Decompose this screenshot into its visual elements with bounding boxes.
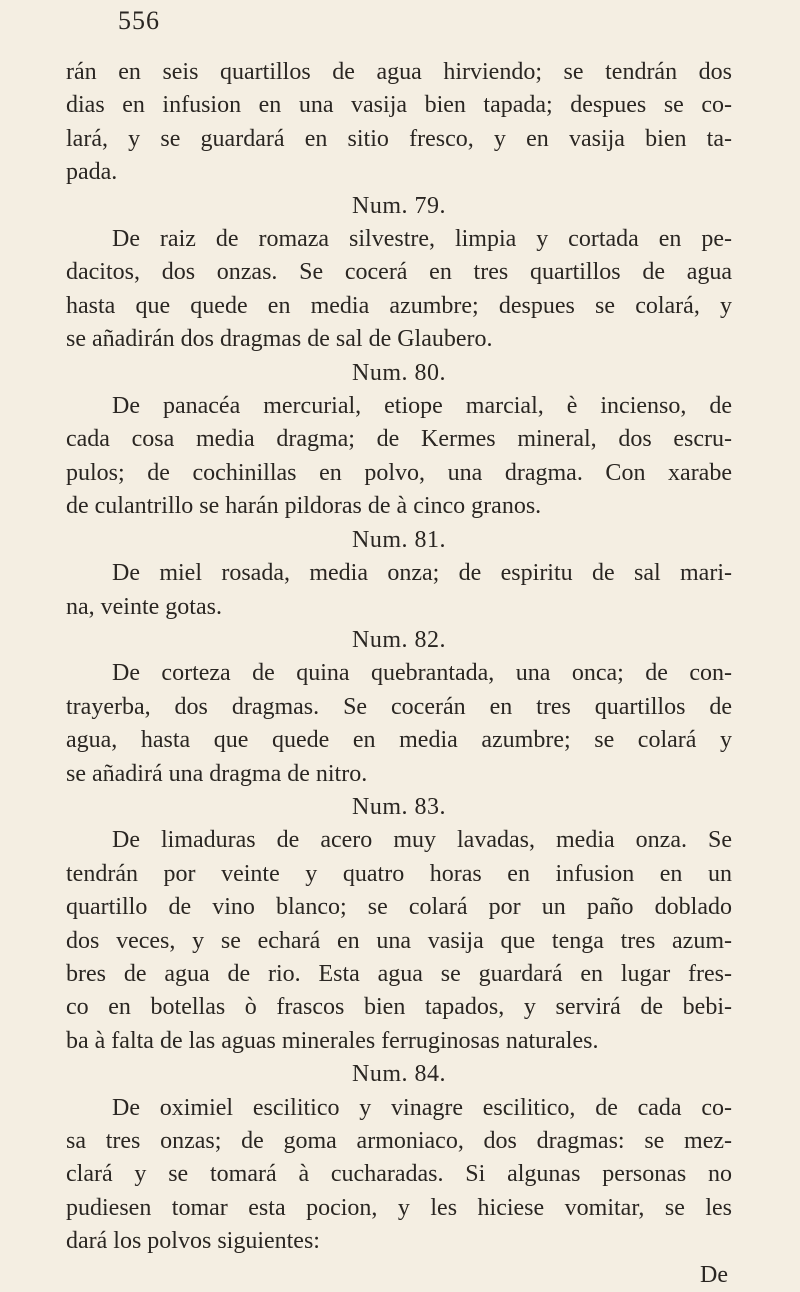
section-heading: Num. 83. — [352, 793, 446, 820]
page-text — [66, 14, 732, 1292]
text-line: De oximiel escilitico y vinagre escilitico, de cada co- — [112, 1094, 732, 1121]
text-line: pada. — [66, 159, 118, 186]
text-line: se añadirán dos dragmas de sal de Glaubero. — [66, 326, 493, 353]
text-line: dará los polvos siguientes: — [66, 1228, 320, 1255]
text-line: pudiesen tomar esta pocion, y les hiciese vomitar, se les — [66, 1194, 732, 1221]
catchword: De — [700, 1261, 728, 1288]
text-line: pulos; de cochinillas en polvo, una dragma. Con xarabe — [66, 459, 732, 486]
section-heading: Num. 80. — [352, 359, 446, 386]
page-number: 556 — [118, 6, 160, 35]
section-heading: Num. 82. — [352, 626, 446, 653]
section-heading: Num. 81. — [352, 526, 446, 553]
section-heading: Num. 84. — [352, 1061, 446, 1088]
text-line: dacitos, dos onzas. Se cocerá en tres quartillos de agua — [66, 259, 732, 286]
text-line: hasta que quede en media azumbre; despues se colará, y — [66, 292, 732, 319]
text-line: tendrán por veinte y quatro horas en infusion en un — [66, 860, 732, 887]
text-line: clará y se tomará à cucharadas. Si algunas personas no — [66, 1161, 732, 1188]
text-line: De corteza de quina quebrantada, una onca; de con- — [112, 660, 732, 687]
text-line: dias en infusion en una vasija bien tapada; despues se co- — [66, 92, 732, 119]
text-line: De miel rosada, media onza; de espiritu de sal mari- — [112, 560, 732, 587]
text-line: cada cosa media dragma; de Kermes mineral, dos escru- — [66, 426, 732, 453]
text-line: co en botellas ò frascos bien tapados, y servirá de bebi- — [66, 994, 732, 1021]
text-line: na, veinte gotas. — [66, 593, 222, 620]
text-line: quartillo de vino blanco; se colará por un paño doblado — [66, 894, 732, 921]
section-heading: Num. 79. — [352, 192, 446, 219]
text-line: se añadirá una dragma de nitro. — [66, 760, 368, 787]
text-line: lará, y se guardará en sitio fresco, y en vasija bien ta- — [66, 125, 732, 152]
text-line: agua, hasta que quede en media azumbre; se colará y — [66, 727, 732, 754]
text-line: de culantrillo se harán pildoras de à cinco granos. — [66, 493, 542, 520]
text-line: De limaduras de acero muy lavadas, media onza. Se — [112, 827, 732, 854]
text-line: De raiz de romaza silvestre, limpia y cortada en pe- — [112, 226, 732, 253]
text-line: trayerba, dos dragmas. Se cocerán en tres quartillos de — [66, 693, 732, 720]
text-line: dos veces, y se echará en una vasija que tenga tres azum- — [66, 927, 732, 954]
text-line: ba à falta de las aguas minerales ferruginosas naturales. — [66, 1027, 599, 1054]
text-line: bres de agua de rio. Esta agua se guardará en lugar fres- — [66, 960, 732, 987]
text-line: rán en seis quartillos de agua hirviendo; se tendrán dos — [66, 59, 732, 85]
text-line: sa tres onzas; de goma armoniaco, dos dragmas: se mez- — [66, 1128, 732, 1154]
text-line: De panacéa mercurial, etiope marcial, è incienso, de — [112, 393, 732, 420]
